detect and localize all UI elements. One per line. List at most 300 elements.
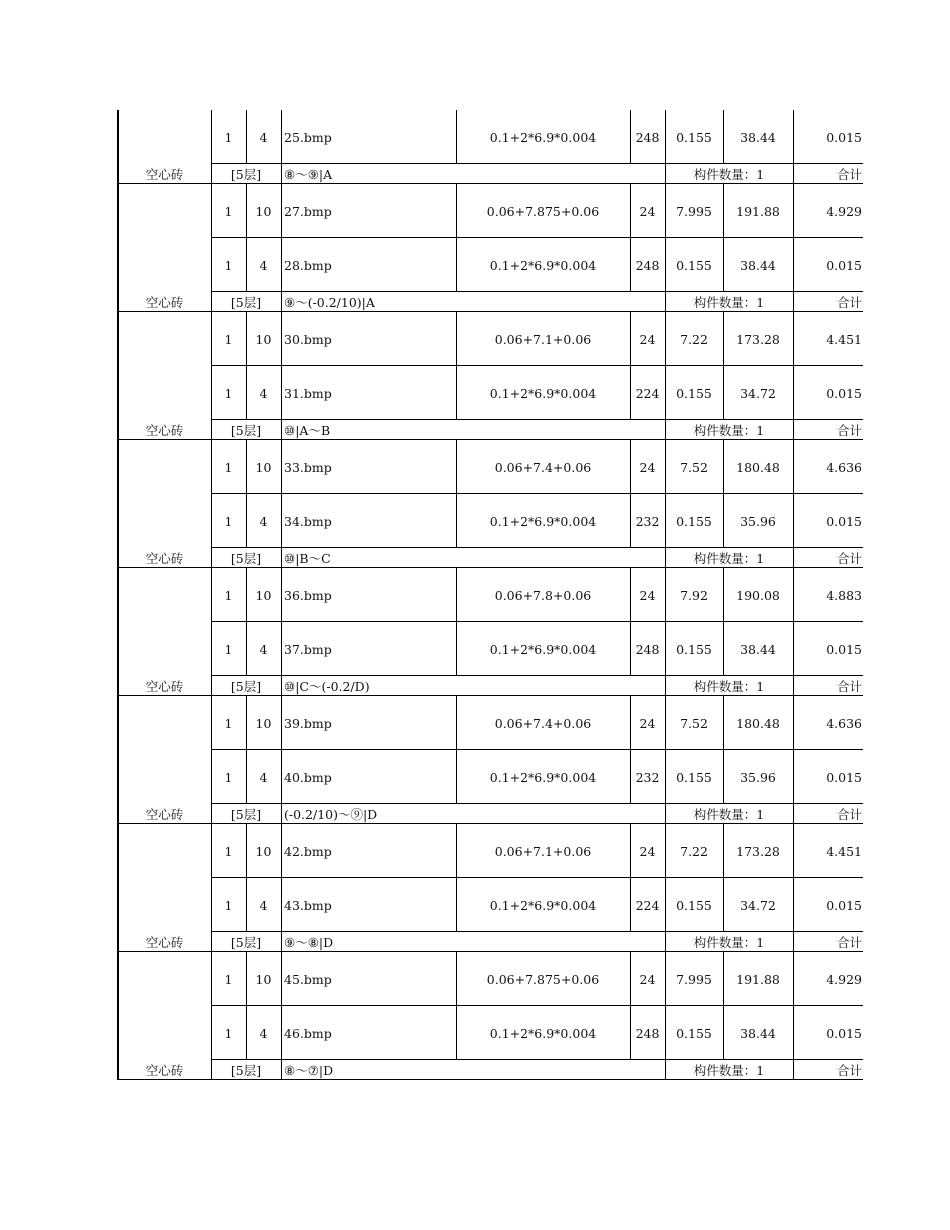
grid-line (211, 312, 212, 366)
cell-image-ref: 46.bmp (284, 1025, 332, 1041)
cell-quantity-b: 10 (255, 971, 272, 987)
grid-line (456, 1006, 457, 1060)
cell-total: 191.88 (736, 203, 780, 219)
cell-count: 224 (635, 385, 660, 401)
grid-line (793, 1060, 794, 1080)
grid-line (281, 824, 282, 878)
grid-line (665, 184, 666, 238)
grid-line (211, 238, 212, 292)
grid-line (630, 750, 631, 804)
grid-line (630, 494, 631, 548)
cell-formula: 0.1+2*6.9*0.004 (489, 257, 597, 273)
cell-image-ref: 30.bmp (284, 331, 332, 347)
cell-volume: 4.451 (826, 843, 862, 859)
grid-line (665, 750, 666, 804)
grid-line (281, 312, 282, 366)
grid-line (630, 110, 631, 164)
grid-line (211, 494, 212, 548)
detail-row (118, 440, 863, 494)
grid-line (211, 750, 212, 804)
detail-row (118, 312, 863, 366)
grid-line (456, 238, 457, 292)
cell-sum-label: 合计 (836, 423, 862, 438)
cell-total: 38.44 (740, 641, 776, 657)
component-header-row (118, 804, 863, 824)
grid-line (211, 420, 212, 440)
grid-line (630, 238, 631, 292)
cell-length: 0.155 (676, 897, 712, 913)
cell-location: ⑨～(-0.2/10)|A (284, 295, 375, 310)
grid-line (665, 622, 666, 676)
cell-component-count: 构件数量：1 (693, 679, 765, 694)
cell-volume: 4.929 (826, 203, 862, 219)
grid-line (281, 1060, 282, 1080)
grid-line (793, 420, 794, 440)
cell-quantity-a: 1 (224, 385, 233, 401)
cell-quantity-a: 1 (224, 587, 233, 603)
grid-line (211, 548, 212, 568)
grid-line (246, 440, 247, 494)
grid-line (281, 164, 282, 184)
cell-total: 35.96 (740, 769, 776, 785)
component-header-row (118, 420, 863, 440)
grid-line (793, 804, 794, 824)
grid-line (723, 750, 724, 804)
cell-quantity-b: 4 (259, 641, 268, 657)
cell-total: 173.28 (736, 331, 780, 347)
cell-formula: 0.06+7.875+0.06 (486, 971, 600, 987)
cell-length: 7.995 (676, 203, 712, 219)
grid-line (665, 110, 666, 164)
cell-floor: [5层] (230, 167, 262, 182)
cell-length: 7.52 (680, 459, 708, 475)
grid-line (630, 824, 631, 878)
cell-count: 232 (635, 513, 660, 529)
grid-line (281, 676, 282, 696)
grid-line (281, 494, 282, 548)
cell-volume: 0.015 (826, 1025, 862, 1041)
grid-line (665, 420, 666, 440)
grid-line (665, 312, 666, 366)
cell-image-ref: 40.bmp (284, 769, 332, 785)
component-header-row (118, 932, 863, 952)
grid-line (793, 110, 794, 164)
cell-sum-label: 合计 (836, 1063, 862, 1078)
grid-line (665, 238, 666, 292)
grid-line (793, 312, 794, 366)
grid-line (211, 622, 212, 676)
detail-row (118, 238, 863, 292)
detail-row (118, 110, 863, 164)
grid-line (211, 676, 212, 696)
cell-formula: 0.06+7.1+0.06 (494, 331, 592, 347)
cell-formula: 0.06+7.8+0.06 (494, 587, 592, 603)
grid-line (246, 824, 247, 878)
cell-quantity-b: 4 (259, 897, 268, 913)
cell-floor: [5层] (230, 295, 262, 310)
cell-total: 38.44 (740, 129, 776, 145)
grid-line (665, 1060, 666, 1080)
cell-quantity-a: 1 (224, 769, 233, 785)
grid-line (723, 568, 724, 622)
grid-line (211, 696, 212, 750)
grid-line (281, 440, 282, 494)
cell-formula: 0.1+2*6.9*0.004 (489, 385, 597, 401)
cell-total: 38.44 (740, 257, 776, 273)
cell-quantity-b: 4 (259, 513, 268, 529)
grid-line (456, 312, 457, 366)
cell-volume: 0.015 (826, 769, 862, 785)
cell-length: 0.155 (676, 769, 712, 785)
grid-line (281, 750, 282, 804)
cell-volume: 4.929 (826, 971, 862, 987)
component-header-row (118, 292, 863, 312)
cell-length: 0.155 (676, 385, 712, 401)
grid-line (630, 440, 631, 494)
cell-sum-label: 合计 (836, 295, 862, 310)
detail-row (118, 622, 863, 676)
cell-quantity-b: 4 (259, 1025, 268, 1041)
grid-line (246, 110, 247, 164)
cell-quantity-a: 1 (224, 1025, 233, 1041)
cell-volume: 0.015 (826, 257, 862, 273)
cell-total: 180.48 (736, 459, 780, 475)
grid-line (723, 184, 724, 238)
grid-line (723, 110, 724, 164)
cell-location: (-0.2/10)～⑨|D (284, 807, 378, 822)
cell-volume: 4.451 (826, 331, 862, 347)
grid-line (246, 184, 247, 238)
cell-total: 190.08 (736, 587, 780, 603)
grid-line (630, 1006, 631, 1060)
grid-line (665, 952, 666, 1006)
grid-line (723, 1006, 724, 1060)
grid-line (456, 952, 457, 1006)
grid-line (665, 676, 666, 696)
cell-volume: 4.883 (826, 587, 862, 603)
grid-line (793, 824, 794, 878)
grid-line (246, 622, 247, 676)
grid-line (793, 878, 794, 932)
grid-line (723, 622, 724, 676)
cell-sum-label: 合计 (836, 679, 862, 694)
cell-image-ref: 34.bmp (284, 513, 332, 529)
cell-image-ref: 37.bmp (284, 641, 332, 657)
cell-count: 24 (639, 843, 656, 859)
grid-line (630, 366, 631, 420)
cell-count: 24 (639, 203, 656, 219)
cell-volume: 0.015 (826, 641, 862, 657)
grid-line (246, 312, 247, 366)
grid-line (211, 932, 212, 952)
cell-component-count: 构件数量：1 (693, 167, 765, 182)
cell-floor: [5层] (230, 807, 262, 822)
cell-quantity-a: 1 (224, 513, 233, 529)
grid-line (211, 568, 212, 622)
grid-line (211, 164, 212, 184)
grid-line (793, 676, 794, 696)
cell-location: ⑧～⑦|D (284, 1063, 334, 1078)
grid-line (281, 366, 282, 420)
cell-formula: 0.06+7.4+0.06 (494, 459, 592, 475)
cell-sum-label: 合计 (836, 167, 862, 182)
cell-count: 24 (639, 331, 656, 347)
detail-row (118, 568, 863, 622)
grid-line (630, 622, 631, 676)
grid-line (456, 494, 457, 548)
grid-line (793, 494, 794, 548)
cell-material-type: 空心砖 (145, 295, 184, 310)
grid-line (211, 1006, 212, 1060)
grid-line (630, 568, 631, 622)
grid-line (281, 238, 282, 292)
grid-line (793, 1006, 794, 1060)
cell-quantity-b: 10 (255, 459, 272, 475)
grid-line (630, 878, 631, 932)
grid-line (117, 110, 119, 1080)
grid-line (246, 238, 247, 292)
cell-material-type: 空心砖 (145, 551, 184, 566)
grid-line (723, 238, 724, 292)
cell-formula: 0.1+2*6.9*0.004 (489, 513, 597, 529)
component-header-row (118, 1060, 863, 1080)
grid-line (630, 952, 631, 1006)
grid-line (281, 292, 282, 312)
cell-length: 7.995 (676, 971, 712, 987)
cell-quantity-b: 10 (255, 203, 272, 219)
grid-line (281, 1006, 282, 1060)
cell-image-ref: 36.bmp (284, 587, 332, 603)
component-header-row (118, 164, 863, 184)
cell-volume: 4.636 (826, 459, 862, 475)
cell-length: 7.52 (680, 715, 708, 731)
cell-material-type: 空心砖 (145, 679, 184, 694)
grid-line (793, 440, 794, 494)
grid-line (118, 1079, 863, 1080)
cell-quantity-a: 1 (224, 257, 233, 273)
grid-line (456, 184, 457, 238)
grid-line (246, 952, 247, 1006)
cell-floor: [5层] (230, 551, 262, 566)
cell-count: 224 (635, 897, 660, 913)
cell-total: 34.72 (740, 385, 776, 401)
grid-line (211, 1060, 212, 1080)
grid-line (456, 568, 457, 622)
grid-line (793, 696, 794, 750)
cell-formula: 0.06+7.875+0.06 (486, 203, 600, 219)
cell-quantity-a: 1 (224, 715, 233, 731)
grid-line (793, 548, 794, 568)
grid-line (281, 952, 282, 1006)
grid-line (665, 292, 666, 312)
grid-line (630, 184, 631, 238)
grid-line (665, 1006, 666, 1060)
cell-image-ref: 25.bmp (284, 129, 332, 145)
grid-line (793, 622, 794, 676)
cell-quantity-a: 1 (224, 641, 233, 657)
grid-line (665, 548, 666, 568)
grid-line (665, 366, 666, 420)
cell-sum-label: 合计 (836, 807, 862, 822)
grid-line (246, 696, 247, 750)
cell-image-ref: 28.bmp (284, 257, 332, 273)
grid-line (211, 292, 212, 312)
cell-component-count: 构件数量：1 (693, 551, 765, 566)
detail-row (118, 878, 863, 932)
cell-image-ref: 27.bmp (284, 203, 332, 219)
cell-length: 0.155 (676, 1025, 712, 1041)
grid-line (281, 568, 282, 622)
grid-line (665, 568, 666, 622)
grid-line (246, 568, 247, 622)
cell-quantity-a: 1 (224, 971, 233, 987)
cell-count: 248 (635, 257, 660, 273)
cell-count: 248 (635, 129, 660, 145)
cell-volume: 4.636 (826, 715, 862, 731)
cell-count: 232 (635, 769, 660, 785)
grid-line (793, 750, 794, 804)
cell-quantity-b: 4 (259, 129, 268, 145)
cell-length: 7.92 (680, 587, 708, 603)
grid-line (281, 804, 282, 824)
cell-component-count: 构件数量：1 (693, 935, 765, 950)
cell-floor: [5层] (230, 935, 262, 950)
cell-formula: 0.1+2*6.9*0.004 (489, 641, 597, 657)
grid-line (793, 932, 794, 952)
cell-count: 24 (639, 459, 656, 475)
cell-image-ref: 42.bmp (284, 843, 332, 859)
grid-line (665, 494, 666, 548)
cell-formula: 0.06+7.4+0.06 (494, 715, 592, 731)
cell-floor: [5层] (230, 1063, 262, 1078)
cell-formula: 0.06+7.1+0.06 (494, 843, 592, 859)
cell-volume: 0.015 (826, 129, 862, 145)
grid-line (211, 824, 212, 878)
grid-line (793, 184, 794, 238)
cell-total: 191.88 (736, 971, 780, 987)
grid-line (211, 184, 212, 238)
cell-image-ref: 39.bmp (284, 715, 332, 731)
cell-location: ⑩|B～C (284, 551, 331, 566)
cell-volume: 0.015 (826, 897, 862, 913)
grid-line (723, 696, 724, 750)
cell-count: 248 (635, 641, 660, 657)
cell-material-type: 空心砖 (145, 807, 184, 822)
grid-line (211, 440, 212, 494)
detail-row (118, 824, 863, 878)
grid-line (211, 804, 212, 824)
grid-line (723, 312, 724, 366)
grid-line (281, 622, 282, 676)
detail-row (118, 184, 863, 238)
grid-line (723, 494, 724, 548)
detail-row (118, 696, 863, 750)
grid-line (665, 878, 666, 932)
cell-component-count: 构件数量：1 (693, 1063, 765, 1078)
cell-quantity-a: 1 (224, 459, 233, 475)
grid-line (456, 622, 457, 676)
grid-line (723, 952, 724, 1006)
cell-length: 0.155 (676, 257, 712, 273)
grid-line (793, 568, 794, 622)
cell-component-count: 构件数量：1 (693, 423, 765, 438)
cell-formula: 0.1+2*6.9*0.004 (489, 129, 597, 145)
grid-line (246, 494, 247, 548)
cell-total: 38.44 (740, 1025, 776, 1041)
grid-line (281, 420, 282, 440)
grid-line (211, 952, 212, 1006)
cell-component-count: 构件数量：1 (693, 295, 765, 310)
cell-total: 34.72 (740, 897, 776, 913)
grid-line (793, 292, 794, 312)
grid-line (665, 164, 666, 184)
cell-quantity-a: 1 (224, 897, 233, 913)
cell-image-ref: 33.bmp (284, 459, 332, 475)
cell-component-count: 构件数量：1 (693, 807, 765, 822)
grid-line (665, 824, 666, 878)
cell-length: 7.22 (680, 843, 708, 859)
grid-line (665, 696, 666, 750)
cell-quantity-b: 4 (259, 385, 268, 401)
cell-floor: [5层] (230, 679, 262, 694)
cell-location: ⑨～⑧|D (284, 935, 334, 950)
cell-quantity-b: 4 (259, 257, 268, 273)
grid-line (456, 110, 457, 164)
cell-quantity-a: 1 (224, 129, 233, 145)
cell-location: ⑩|A～B (284, 423, 331, 438)
grid-line (281, 548, 282, 568)
detail-row (118, 952, 863, 1006)
grid-line (723, 878, 724, 932)
cell-image-ref: 45.bmp (284, 971, 332, 987)
grid-line (211, 878, 212, 932)
cell-length: 0.155 (676, 641, 712, 657)
cell-quantity-b: 10 (255, 715, 272, 731)
grid-line (793, 952, 794, 1006)
grid-line (793, 164, 794, 184)
cell-total: 173.28 (736, 843, 780, 859)
grid-line (456, 824, 457, 878)
grid-line (723, 366, 724, 420)
grid-line (456, 878, 457, 932)
cell-quantity-a: 1 (224, 331, 233, 347)
grid-line (281, 184, 282, 238)
cell-count: 24 (639, 587, 656, 603)
cell-volume: 0.015 (826, 385, 862, 401)
cell-formula: 0.1+2*6.9*0.004 (489, 1025, 597, 1041)
grid-line (281, 696, 282, 750)
cell-quantity-a: 1 (224, 203, 233, 219)
cell-floor: [5层] (230, 423, 262, 438)
grid-line (665, 804, 666, 824)
grid-line (723, 824, 724, 878)
grid-line (630, 696, 631, 750)
grid-line (665, 440, 666, 494)
grid-line (281, 878, 282, 932)
grid-line (456, 696, 457, 750)
cell-length: 7.22 (680, 331, 708, 347)
cell-formula: 0.1+2*6.9*0.004 (489, 897, 597, 913)
cell-quantity-b: 10 (255, 587, 272, 603)
cell-length: 0.155 (676, 129, 712, 145)
cell-formula: 0.1+2*6.9*0.004 (489, 769, 597, 785)
grid-line (246, 366, 247, 420)
grid-line (630, 312, 631, 366)
cell-location: ⑧～⑨|A (284, 167, 333, 182)
cell-material-type: 空心砖 (145, 423, 184, 438)
detail-row (118, 750, 863, 804)
cell-material-type: 空心砖 (145, 167, 184, 182)
